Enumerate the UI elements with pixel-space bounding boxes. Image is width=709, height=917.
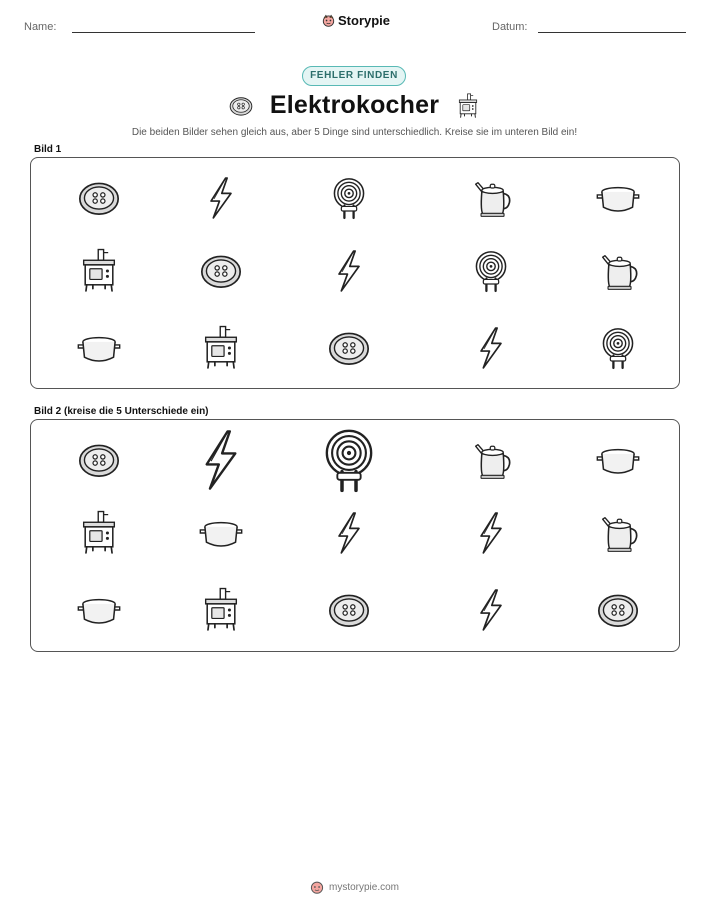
picture2-label: Bild 2 (kreise die 5 Unterschiede ein): [34, 406, 209, 417]
title-row: [0, 91, 709, 120]
picture1-button-icon: [326, 325, 372, 371]
picture1-kettle-icon: [468, 175, 514, 221]
name-label: Name:: [24, 21, 57, 33]
picture2-lightning-icon[interactable]: [468, 510, 514, 556]
picture2-stove-icon[interactable]: [76, 510, 122, 556]
date-field-line[interactable]: [538, 32, 686, 33]
brand-logo: [322, 13, 390, 28]
picture2-kettle-icon[interactable]: [468, 437, 514, 483]
picture1-lightning-icon: [468, 325, 514, 371]
picture2-coil-icon[interactable]: [314, 425, 384, 495]
picture1-stove-icon: [76, 248, 122, 294]
picture1-panel: [30, 157, 680, 389]
picture2-pot-icon[interactable]: [198, 510, 244, 556]
picture2-button-icon[interactable]: [595, 587, 641, 633]
category-badge: FEHLER FINDEN: [302, 66, 406, 86]
picture1-pot-icon: [595, 175, 641, 221]
picture1-pot-icon: [76, 325, 122, 371]
picture2-lightning-icon[interactable]: [468, 587, 514, 633]
picture1-coil-icon: [326, 175, 372, 221]
picture2-lightning-icon[interactable]: [188, 427, 254, 493]
button-icon: [228, 93, 254, 119]
brand-name: Storypie: [338, 13, 391, 28]
picture2-stove-icon[interactable]: [198, 587, 244, 633]
picture1-lightning-icon: [326, 248, 372, 294]
footer: [0, 880, 709, 894]
picture2-lightning-icon[interactable]: [326, 510, 372, 556]
picture1-stove-icon: [198, 325, 244, 371]
name-field-line[interactable]: [72, 32, 255, 33]
storypie-mascot-icon: [322, 14, 335, 27]
picture2-pot-icon[interactable]: [76, 587, 122, 633]
picture1-button-icon: [76, 175, 122, 221]
picture1-label: Bild 1: [34, 144, 62, 155]
footer-url: mystorypie.com: [328, 881, 399, 893]
picture2-button-icon[interactable]: [76, 437, 122, 483]
picture2-kettle-icon[interactable]: [595, 510, 641, 556]
storypie-mascot-icon: [310, 880, 324, 894]
picture2-button-icon[interactable]: [326, 587, 372, 633]
stove-icon: [455, 93, 481, 119]
picture1-lightning-icon: [198, 175, 244, 221]
instructions: Die beiden Bilder sehen gleich aus, aber 5 Dinge sind unterschiedlich. Kreise sie im unteren Bild ein!: [131, 127, 578, 138]
picture1-kettle-icon: [595, 248, 641, 294]
picture1-coil-icon: [595, 325, 641, 371]
picture2-panel[interactable]: [30, 419, 680, 652]
date-label: Datum:: [492, 21, 528, 33]
picture1-coil-icon: [468, 248, 514, 294]
page-title: Elektrokocher: [269, 91, 440, 119]
picture2-pot-icon[interactable]: [595, 437, 641, 483]
picture1-button-icon: [198, 248, 244, 294]
